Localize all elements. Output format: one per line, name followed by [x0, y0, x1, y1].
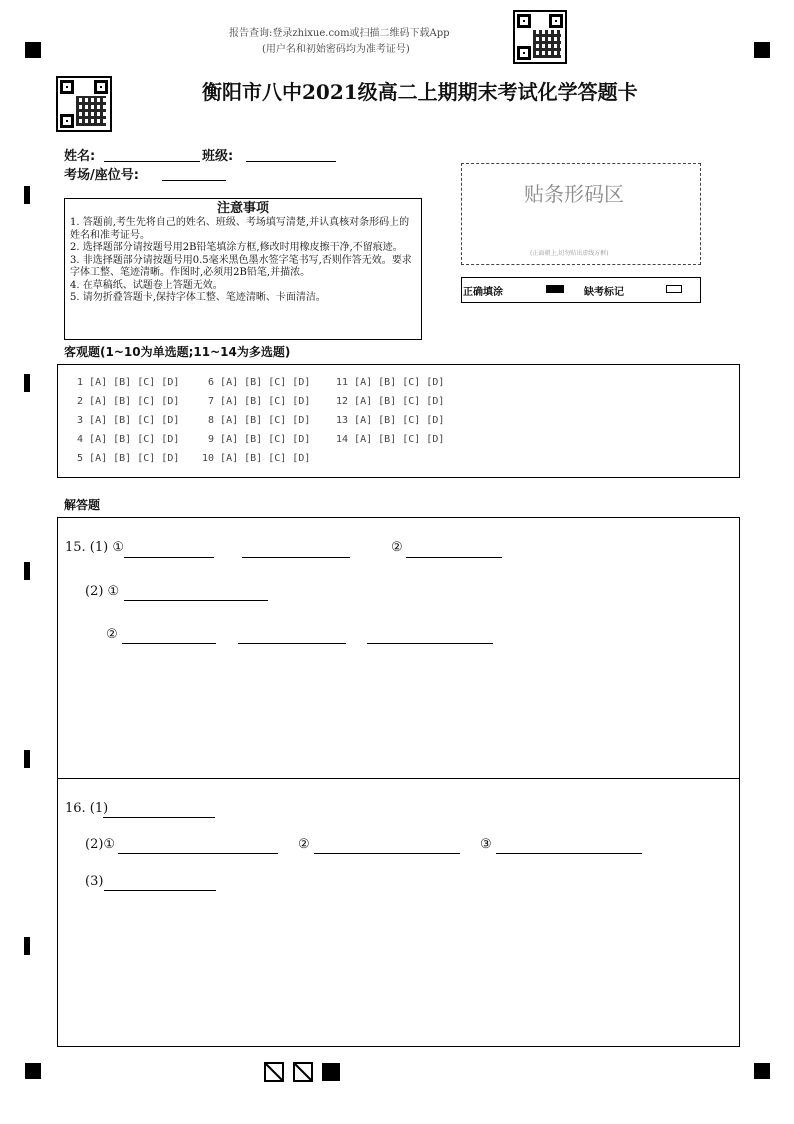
fill-legend: [461, 277, 701, 303]
q16-part2-circled-3: ③: [480, 837, 492, 852]
q16-part1-blank[interactable]: [103, 817, 215, 818]
absent-mark-label: 缺考标记: [584, 287, 624, 298]
q15-part1-blank[interactable]: [406, 557, 502, 558]
class-field[interactable]: [246, 161, 336, 162]
query-line-2: (用户名和初始密码均为准考证号): [262, 44, 410, 55]
qr-code-icon: [56, 76, 112, 132]
edge-mark: [24, 374, 30, 392]
page-code-box-filled: [322, 1063, 340, 1081]
qr-code-icon: [513, 10, 567, 64]
q15-part2-blank[interactable]: [238, 643, 346, 644]
choice-row-q1[interactable]: 1 [A] [B] [C] [D]: [71, 377, 180, 388]
choice-row-q2[interactable]: 2 [A] [B] [C] [D]: [71, 396, 180, 407]
notes-item: 1. 答题前,考生先将自己的姓名、班级、考场填写清楚,并认真核对条形码上的姓名和准考证号。: [70, 217, 410, 241]
choice-row-q8[interactable]: 8 [A] [B] [C] [D]: [202, 415, 311, 426]
notes-box: [64, 198, 422, 340]
q16-part2-circled-2: ②: [298, 837, 310, 852]
choice-row-q13[interactable]: 13 [A] [B] [C] [D]: [336, 415, 445, 426]
name-field[interactable]: [104, 161, 200, 162]
edge-mark: [24, 937, 30, 955]
corner-mark-top-right: [754, 42, 770, 58]
choice-row-q9[interactable]: 9 [A] [B] [C] [D]: [202, 434, 311, 445]
q15-part1-circled-2: ②: [391, 540, 403, 555]
objective-box: [57, 364, 740, 478]
objective-title: 客观题(1~10为单选题;11~14为多选题): [64, 345, 291, 359]
q16-box: [57, 778, 740, 1047]
q16-part1-label: 16. (1): [65, 801, 109, 816]
choice-row-q5[interactable]: 5 [A] [B] [C] [D]: [71, 453, 180, 464]
q16-part2-blank[interactable]: [496, 853, 642, 854]
class-label: 班级:: [202, 149, 234, 164]
barcode-title: 贴条形码区: [524, 182, 624, 206]
choice-row-q12[interactable]: 12 [A] [B] [C] [D]: [336, 396, 445, 407]
choice-row-q6[interactable]: 6 [A] [B] [C] [D]: [202, 377, 311, 388]
page-title: 衡阳市八中2021级高二上期期末考试化学答题卡: [202, 80, 638, 104]
notes-item: 3. 非选择题部分请按题号用0.5毫米黑色墨水签字笔书写,否则作答无效。要求字体工整、笔迹清晰。作图时,必须用2B铅笔,并描浓。: [70, 254, 412, 278]
page-code-marks: [264, 1062, 342, 1084]
choice-row-q3[interactable]: 3 [A] [B] [C] [D]: [71, 415, 180, 426]
query-line-1: 报告查询:登录zhixue.com或扫描二维码下载App: [229, 28, 450, 39]
choice-row-q10[interactable]: 10 [A] [B] [C] [D]: [202, 453, 311, 464]
choice-row-q4[interactable]: 4 [A] [B] [C] [D]: [71, 434, 180, 445]
choice-row-q11[interactable]: 11 [A] [B] [C] [D]: [336, 377, 445, 388]
q16-part3-blank[interactable]: [104, 890, 216, 891]
notes-item: 5. 请勿折叠答题卡,保持字体工整、笔迹清晰、卡面清洁。: [70, 292, 326, 303]
edge-mark: [24, 562, 30, 580]
q15-part2-circled-2: ②: [106, 627, 118, 642]
notes-item: 4. 在草稿纸、试题卷上答题无效。: [70, 279, 223, 291]
choice-row-q14[interactable]: 14 [A] [B] [C] [D]: [336, 434, 445, 445]
q15-box: [57, 517, 740, 779]
corner-mark-top-left: [25, 42, 41, 58]
corner-mark-bottom-right: [754, 1063, 770, 1079]
q15-part1-label: 15. (1) ①: [65, 540, 125, 555]
q16-part2-blank[interactable]: [314, 853, 460, 854]
answers-title: 解答题: [64, 498, 101, 512]
correct-fill-sample-icon: [546, 285, 564, 293]
notes-title: 注意事项: [216, 201, 269, 216]
q15-part1-blank[interactable]: [124, 557, 214, 558]
q16-part2-blank[interactable]: [118, 853, 278, 854]
edge-mark: [24, 750, 30, 768]
absent-mark-checkbox[interactable]: [666, 285, 682, 293]
notes-item: 2. 选择题部分请按题号用2B铅笔填涂方框,修改时用橡皮擦干净,不留痕迹。: [70, 242, 403, 253]
edge-mark: [24, 186, 30, 204]
q16-part2-label: (2)①: [85, 837, 116, 852]
name-label: 姓名:: [64, 149, 96, 164]
q15-part2-blank[interactable]: [367, 643, 493, 644]
choice-row-q7[interactable]: 7 [A] [B] [C] [D]: [202, 396, 311, 407]
barcode-hint: (正面朝上,切勿贴出虚线方框): [530, 250, 609, 257]
seat-label: 考场/座位号:: [64, 168, 139, 183]
q15-part2-blank[interactable]: [124, 600, 268, 601]
corner-mark-bottom-left: [25, 1063, 41, 1079]
seat-field[interactable]: [162, 180, 226, 181]
q15-part2-label: (2) ①: [85, 584, 120, 599]
correct-fill-label: 正确填涂: [463, 287, 503, 298]
barcode-area: [461, 163, 701, 265]
q16-part3-label: (3): [85, 874, 104, 889]
q15-part1-blank[interactable]: [242, 557, 350, 558]
q15-part2-blank[interactable]: [122, 643, 216, 644]
